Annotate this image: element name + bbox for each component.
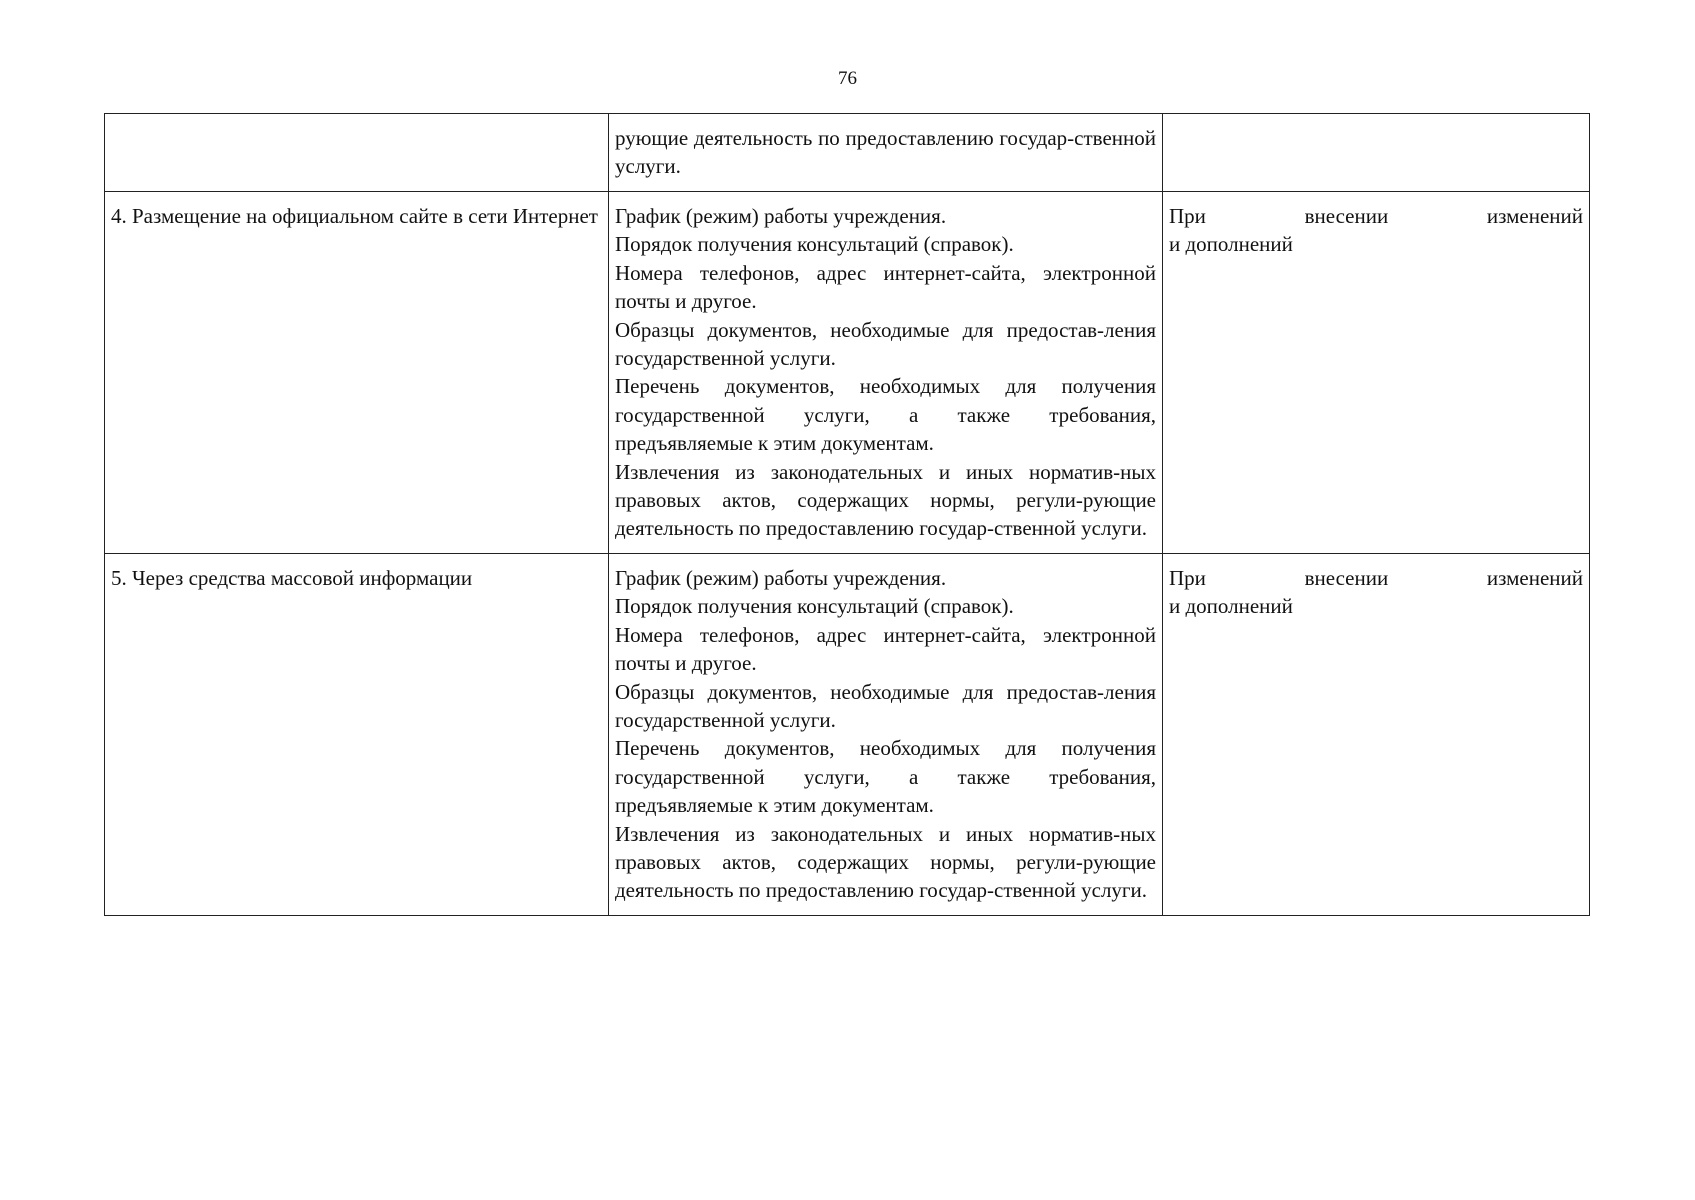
content-cell [609, 553, 1163, 915]
method-cell [105, 114, 609, 192]
content-paragraph: рующие деятельность по предоставлению государ-ственной услуги. [615, 126, 1156, 179]
content-paragraph: Номера телефонов, адрес интернет-сайта, электронной почты и другое. [615, 260, 1156, 314]
content-paragraph: Извлечения из законодательных и иных норматив-ных правовых актов, содержащих нормы, регули-рующие деятельность по предоставлению государ-ственной услуги. [615, 821, 1156, 903]
update-cell [1163, 192, 1590, 554]
update-text-line: При внесении изменений [1169, 565, 1583, 590]
table-row [105, 114, 1590, 192]
content-cell [609, 114, 1163, 192]
table-row [105, 192, 1590, 554]
content-paragraph: Извлечения из законодательных и иных норматив-ных правовых актов, содержащих нормы, регули-рующие деятельность по предоставлению государ-ственной услуги. [615, 459, 1156, 541]
content-cell [609, 192, 1163, 554]
content-paragraph: График (режим) работы учреждения. [615, 204, 947, 228]
update-cell [1163, 553, 1590, 915]
method-cell: 4. Размещение на официальном сайте в сети Интернет [105, 192, 609, 554]
info-table [104, 113, 1590, 916]
update-text-line: и дополнений [1169, 232, 1293, 257]
update-text-line: и дополнений [1169, 594, 1293, 619]
content-paragraph: Образцы документов, необходимые для предостав-ления государственной услуги. [615, 679, 1156, 732]
update-cell [1163, 114, 1590, 192]
update-text-line: При внесении изменений [1169, 204, 1583, 228]
page-number: 76 [838, 68, 857, 89]
content-paragraph: Образцы документов, необходимые для предостав-ления государственной услуги. [615, 317, 1156, 371]
content-paragraph: График (режим) работы учреждения. [615, 565, 947, 590]
content-paragraph: Перечень документов, необходимых для получения государственной услуги, а также требования, предъявляемые к этим документам. [615, 374, 1156, 456]
content-paragraph: Перечень документов, необходимых для получения государственной услуги, а также требования, предъявляемые к этим документам. [615, 736, 1156, 818]
method-cell: 5. Через средства массовой информации [105, 553, 609, 915]
table-row [105, 553, 1590, 915]
content-paragraph: Порядок получения консультаций (справок). [615, 232, 1014, 257]
content-paragraph: Номера телефонов, адрес интернет-сайта, электронной почты и другое. [615, 622, 1156, 676]
content-paragraph: Порядок получения консультаций (справок). [615, 594, 1014, 619]
